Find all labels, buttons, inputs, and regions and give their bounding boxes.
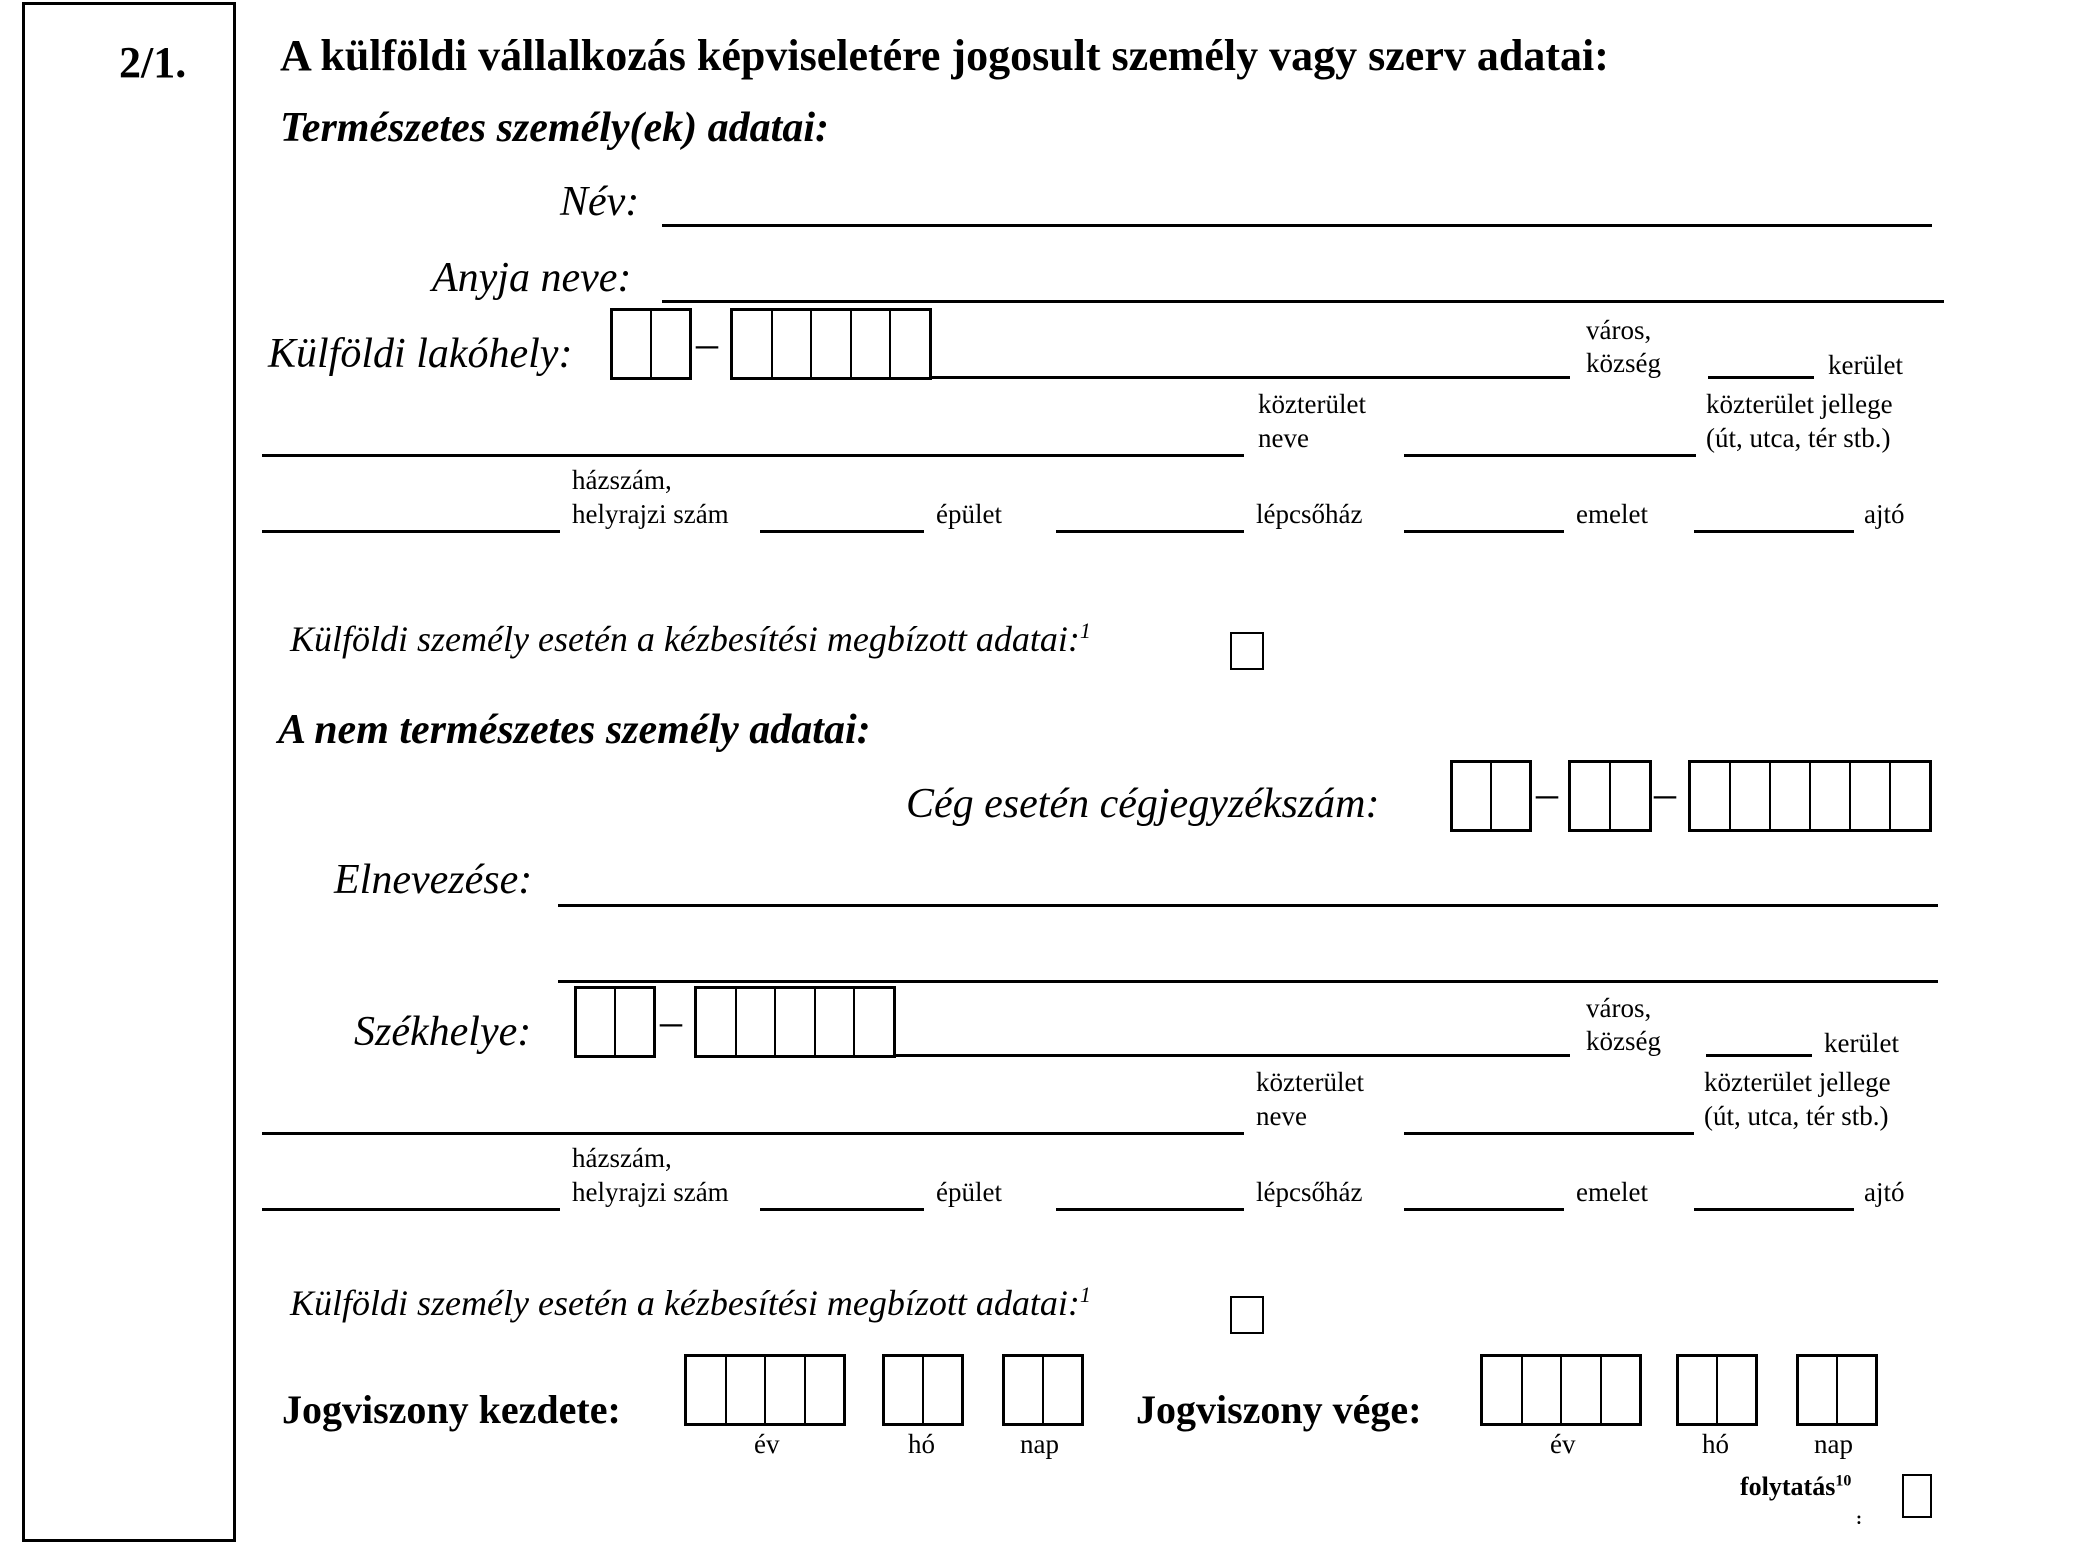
end-day-label: nap: [1814, 1429, 1853, 1459]
start-year-label: év: [754, 1429, 780, 1459]
company-reg-label: Cég esetén cégjegyzékszám:: [906, 781, 1380, 827]
seat-street-name-label-2: neve: [1256, 1101, 1307, 1131]
seat-building-label: épület: [936, 1177, 1002, 1207]
company-reg-boxes-1[interactable]: [1450, 760, 1532, 832]
seat-label: Székhelye:: [354, 1009, 532, 1055]
street-type-label-1: közterület jellege: [1706, 389, 1893, 419]
residence-door-line[interactable]: [1694, 530, 1854, 533]
seat-district-label: kerület: [1824, 1028, 1899, 1058]
residence-house-number-line[interactable]: [262, 530, 560, 533]
relationship-start-label: Jogviszony kezdete:: [282, 1387, 621, 1432]
name-label: Név:: [560, 179, 640, 225]
mother-name-input-line[interactable]: [662, 300, 1944, 303]
delivery-agent-text: Külföldi személy esetén a kézbesítési megbízott adatai:: [290, 619, 1080, 659]
seat-street-name-line[interactable]: [262, 1132, 1244, 1135]
delivery-agent-label-2: [290, 1282, 1091, 1324]
company-reg-dash-1: –: [1536, 769, 1558, 818]
residence-staircase-line[interactable]: [1056, 530, 1244, 533]
city-label-2: község: [1586, 348, 1661, 378]
delivery-agent-footnote: 1: [1079, 618, 1091, 643]
residence-country-code-boxes[interactable]: [610, 308, 692, 380]
floor-label: emelet: [1576, 499, 1648, 529]
delivery-agent-checkbox[interactable]: [1230, 632, 1264, 670]
street-type-label-2: (út, utca, tér stb.): [1706, 423, 1891, 453]
seat-street-type-label-2: (út, utca, tér stb.): [1704, 1101, 1889, 1131]
continuation-text: folytatás: [1740, 1472, 1836, 1501]
end-year-label: év: [1550, 1429, 1576, 1459]
city-label-1: város,: [1586, 315, 1652, 345]
residence-street-type-line[interactable]: [1404, 454, 1696, 457]
seat-city-label-1: város,: [1586, 993, 1652, 1023]
residence-postal-code-boxes[interactable]: [730, 308, 932, 380]
residence-street-name-line[interactable]: [262, 454, 1244, 457]
seat-city-line[interactable]: [896, 1054, 1570, 1057]
delivery-agent-label: [290, 618, 1091, 660]
continuation-footnote: 10: [1835, 1472, 1852, 1490]
house-number-label-2: helyrajzi szám: [572, 499, 729, 529]
seat-staircase-line[interactable]: [1056, 1208, 1244, 1211]
seat-street-type-label-1: közterület jellege: [1704, 1067, 1891, 1097]
start-month-label: hó: [908, 1429, 935, 1459]
seat-postal-code-boxes[interactable]: [694, 986, 896, 1058]
continuation-label: [1740, 1472, 1851, 1502]
company-reg-boxes-2[interactable]: [1568, 760, 1652, 832]
seat-floor-label: emelet: [1576, 1177, 1648, 1207]
residence-building-line[interactable]: [760, 530, 924, 533]
end-year-boxes[interactable]: [1480, 1354, 1642, 1426]
entity-name-label: Elnevezése:: [334, 857, 533, 903]
seat-country-code-boxes[interactable]: [574, 986, 656, 1058]
start-year-boxes[interactable]: [684, 1354, 846, 1426]
residence-label: Külföldi lakóhely:: [268, 331, 573, 377]
delivery-agent-footnote-2: 1: [1079, 1282, 1091, 1307]
seat-house-number-line[interactable]: [262, 1208, 560, 1211]
mother-name-label: Anyja neve:: [432, 255, 632, 301]
section-number: 2/1.: [119, 38, 187, 87]
start-day-boxes[interactable]: [1002, 1354, 1084, 1426]
continuation-checkbox[interactable]: [1902, 1474, 1932, 1518]
residence-floor-line[interactable]: [1404, 530, 1564, 533]
seat-building-line[interactable]: [760, 1208, 924, 1211]
residence-district-line[interactable]: [1708, 376, 1814, 379]
residence-dash: –: [696, 319, 718, 368]
section-title: A külföldi vállalkozás képviseletére jogosult személy vagy szerv adatai:: [280, 31, 1609, 80]
seat-house-number-label-2: helyrajzi szám: [572, 1177, 729, 1207]
seat-dash: –: [660, 997, 682, 1046]
end-month-label: hó: [1702, 1429, 1729, 1459]
start-day-label: nap: [1020, 1429, 1059, 1459]
start-month-boxes[interactable]: [882, 1354, 964, 1426]
street-name-label-1: közterület: [1258, 389, 1366, 419]
building-label: épület: [936, 499, 1002, 529]
end-day-boxes[interactable]: [1796, 1354, 1878, 1426]
seat-street-type-line[interactable]: [1404, 1132, 1694, 1135]
company-reg-boxes-3[interactable]: [1688, 760, 1932, 832]
entity-name-input-line-1[interactable]: [558, 904, 1938, 907]
relationship-end-label: Jogviszony vége:: [1136, 1387, 1422, 1432]
continuation-colon: :: [1856, 1508, 1862, 1528]
end-month-boxes[interactable]: [1676, 1354, 1758, 1426]
entity-name-input-line-2[interactable]: [558, 980, 1938, 983]
section-number-column: [22, 2, 236, 1542]
seat-house-number-label-1: házszám,: [572, 1143, 672, 1173]
district-label: kerület: [1828, 350, 1903, 380]
door-label: ajtó: [1864, 499, 1905, 529]
name-input-line[interactable]: [662, 224, 1932, 227]
seat-district-line[interactable]: [1706, 1054, 1812, 1057]
seat-door-line[interactable]: [1694, 1208, 1854, 1211]
seat-floor-line[interactable]: [1404, 1208, 1564, 1211]
natural-person-heading: Természetes személy(ek) adatai:: [280, 105, 829, 151]
seat-city-label-2: község: [1586, 1026, 1661, 1056]
delivery-agent-checkbox-2[interactable]: [1230, 1296, 1264, 1334]
delivery-agent-text-2: Külföldi személy esetén a kézbesítési megbízott adatai:: [290, 1283, 1080, 1323]
residence-city-line[interactable]: [932, 376, 1570, 379]
legal-entity-heading: A nem természetes személy adatai:: [278, 707, 871, 753]
staircase-label: lépcsőház: [1256, 499, 1363, 529]
house-number-label-1: házszám,: [572, 465, 672, 495]
seat-staircase-label: lépcsőház: [1256, 1177, 1363, 1207]
seat-street-name-label-1: közterület: [1256, 1067, 1364, 1097]
street-name-label-2: neve: [1258, 423, 1309, 453]
company-reg-dash-2: –: [1654, 769, 1676, 818]
seat-door-label: ajtó: [1864, 1177, 1905, 1207]
